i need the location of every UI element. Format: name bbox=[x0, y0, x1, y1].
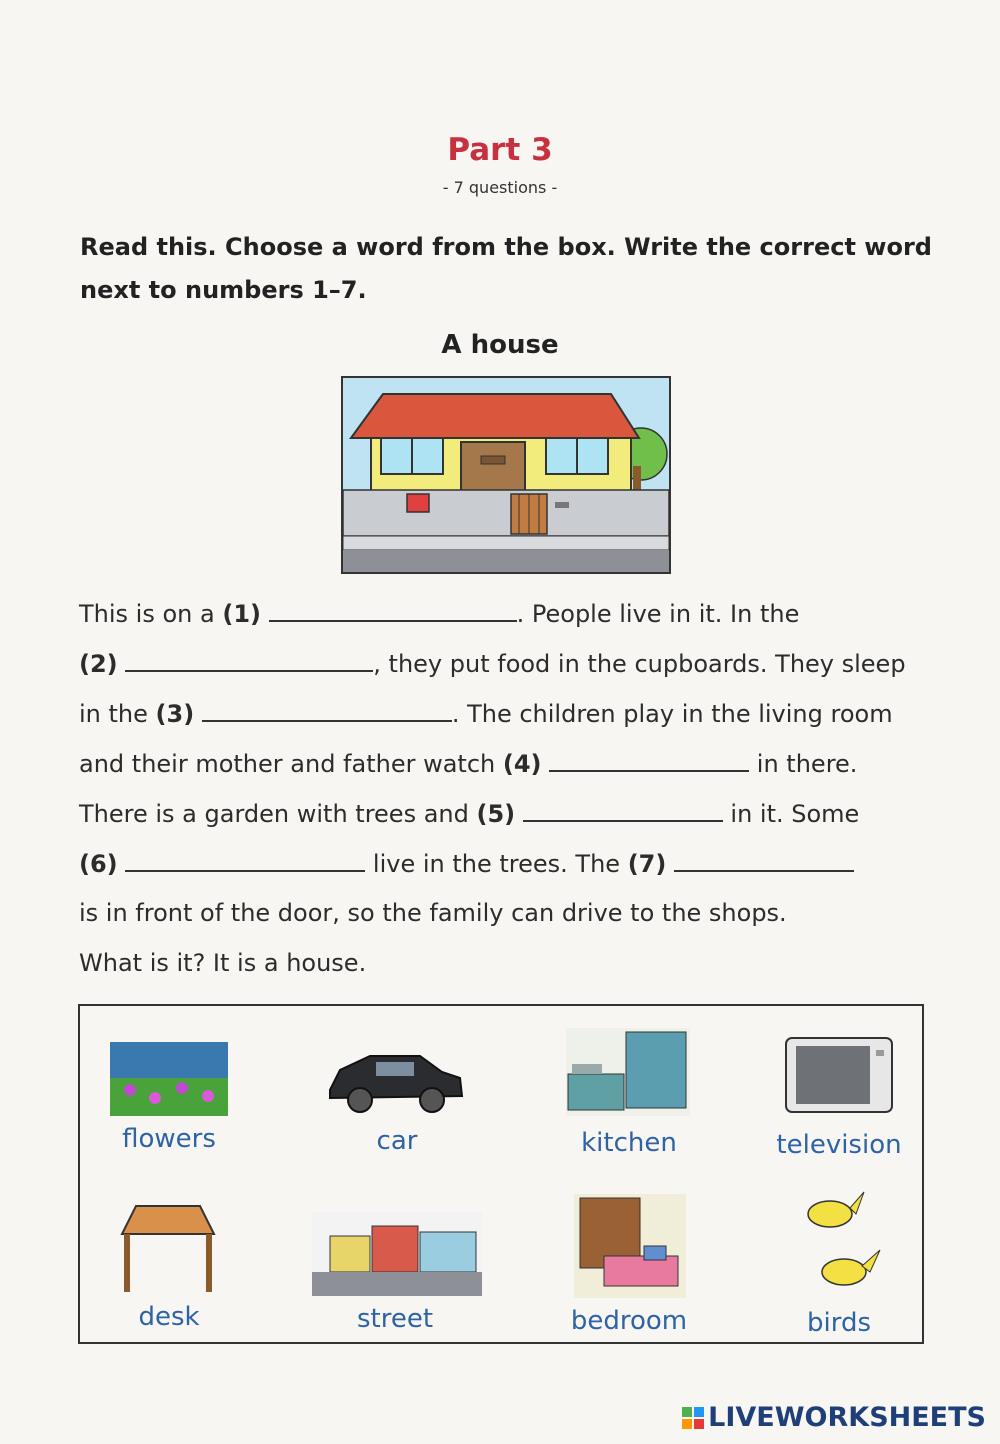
answer-blank-7[interactable] bbox=[674, 848, 854, 872]
brand-name: LIVEWORKSHEETS bbox=[708, 1402, 986, 1433]
desk-icon bbox=[120, 1196, 216, 1296]
word-television[interactable]: television bbox=[776, 1130, 902, 1160]
answer-blank-3[interactable] bbox=[202, 698, 452, 722]
story-line-1: This is on a (1) . People live in it. In the bbox=[79, 600, 800, 628]
question-number: (1) bbox=[222, 600, 261, 628]
answer-blank-1[interactable] bbox=[269, 598, 517, 622]
story-line-3: in the (3) . The children play in the living room bbox=[79, 700, 893, 728]
birds-icon bbox=[784, 1184, 894, 1302]
instructions: Read this. Choose a word from the box. Write the correct word next to numbers 1–7. bbox=[80, 233, 932, 304]
word-bedroom[interactable]: bedroom bbox=[570, 1306, 688, 1336]
story-line-5: There is a garden with trees and (5) in it. Some bbox=[79, 800, 860, 828]
answer-blank-5[interactable] bbox=[523, 798, 723, 822]
word-street[interactable]: street bbox=[356, 1304, 434, 1334]
liveworksheets-logo[interactable] bbox=[682, 1402, 986, 1433]
word-car[interactable]: car bbox=[376, 1126, 418, 1156]
word-birds[interactable]: birds bbox=[806, 1308, 871, 1338]
liveworksheets-icon bbox=[682, 1407, 704, 1429]
story-line-7: is in front of the door, so the family can drive to the shops. bbox=[79, 899, 787, 927]
question-number: (7) bbox=[627, 850, 667, 878]
street-icon bbox=[312, 1212, 482, 1296]
answer-blank-2[interactable] bbox=[125, 648, 373, 672]
word-kitchen[interactable]: kitchen bbox=[581, 1128, 677, 1158]
page-title: Part 3 bbox=[447, 132, 553, 168]
story-line-8: What is it? It is a house. bbox=[79, 949, 367, 977]
bedroom-icon bbox=[574, 1194, 686, 1298]
answer-blank-6[interactable] bbox=[125, 848, 365, 872]
word-flowers[interactable]: flowers bbox=[122, 1124, 216, 1154]
word-box bbox=[78, 1004, 924, 1344]
house-illustration bbox=[341, 376, 671, 574]
flowers-icon bbox=[110, 1042, 228, 1116]
question-number: (6) bbox=[79, 850, 118, 878]
television-icon bbox=[784, 1036, 894, 1118]
question-number: (4) bbox=[502, 750, 542, 778]
kitchen-icon bbox=[566, 1028, 690, 1116]
question-number: (3) bbox=[155, 700, 195, 728]
question-number: (5) bbox=[476, 800, 516, 828]
story-line-6: (6) live in the trees. The (7) bbox=[79, 848, 854, 879]
story-line-4: and their mother and father watch (4) in there. bbox=[79, 750, 858, 778]
word-desk[interactable]: desk bbox=[138, 1302, 200, 1332]
story-title: A house bbox=[441, 330, 559, 360]
page-subtitle: - 7 questions - bbox=[442, 178, 558, 197]
question-number: (2) bbox=[79, 650, 118, 678]
car-icon bbox=[320, 1038, 470, 1118]
answer-blank-4[interactable] bbox=[549, 748, 749, 772]
story-line-2: (2) , they put food in the cupboards. They sleep bbox=[79, 650, 906, 678]
